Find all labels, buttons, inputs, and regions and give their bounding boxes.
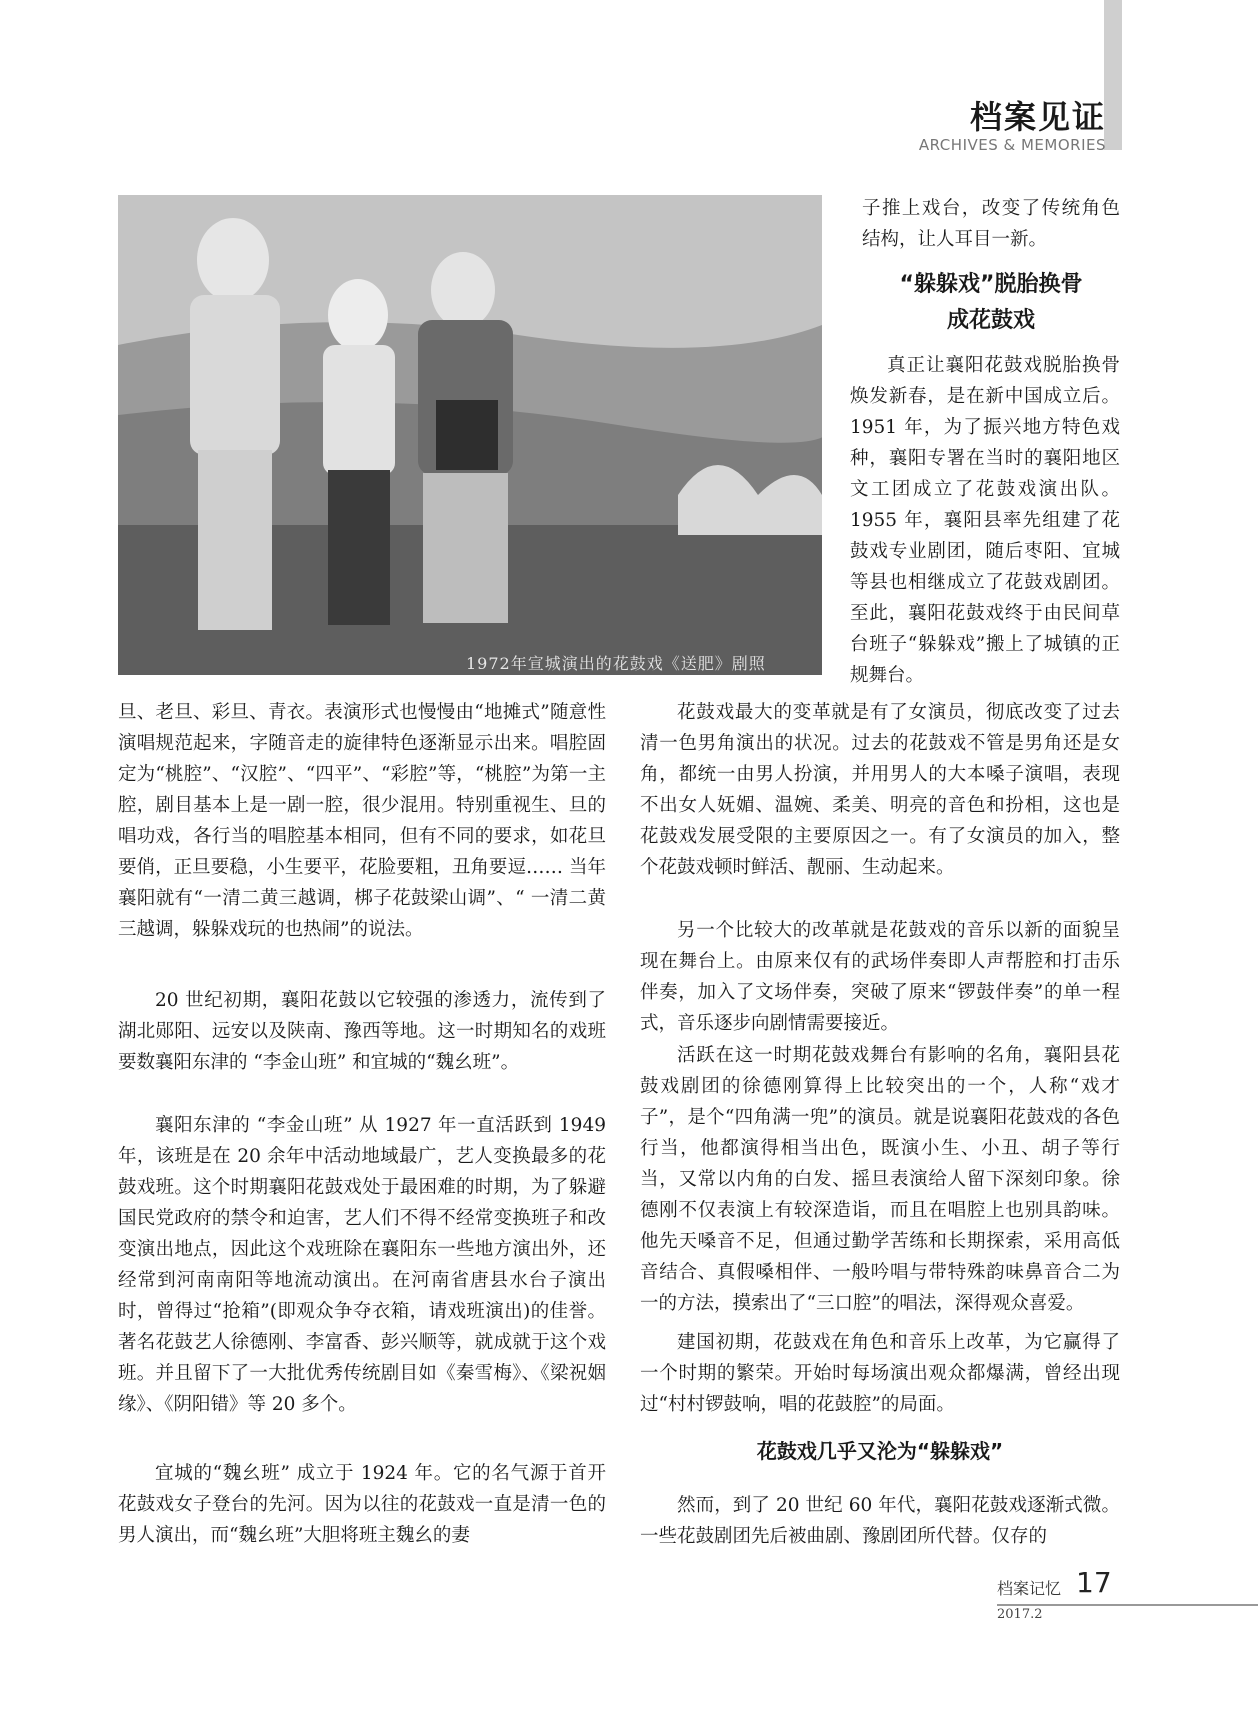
section-title: 档案见证 <box>969 98 1106 136</box>
paragraph: 另一个比较大的改革就是花鼓戏的音乐以新的面貌呈现在舞台上。由原来仅有的武场伴奏即人声帮腔和打击乐伴奏，加入了文场伴奏，突破了原来“锣鼓伴奏”的单一程式，音乐逐步向剧情需要接近。 <box>640 920 1120 1034</box>
section-heading-1-line1: “躲躲戏”脱胎换骨 <box>899 272 1083 297</box>
stage-photo-illustration <box>118 195 822 675</box>
footer-issue: 2017.2 <box>997 1607 1043 1622</box>
paragraph: 襄阳东津的 “李金山班” 从 1927 年一直活跃到 1949 年，该班是在 20 余年中活动地域最广，艺人变换最多的花鼓戏班。这个时期襄阳花鼓戏处于最困难的时期，为了躲避国民党政府的禁令和迫害，艺人们不得不经常变换班子和改变演出地点，因此这个戏班除在襄阳东一些地方演出外，还经常到河南南阳等地流动演出。在河南省唐县水台子演出时，曾得过“抢箱”(即观众争夺衣箱，请戏班演出)的佳誉。著名花鼓艺人徐德刚、李富香、彭兴顺等，就成就于这个戏班。并且留下了一大批优秀传统剧目如《秦雪梅》、《梁祝姻缘》、《阴阳错》等 20 多个。 <box>118 1115 606 1415</box>
paragraph: 20 世纪初期，襄阳花鼓以它较强的渗透力，流传到了湖北郧阳、远安以及陕南、豫西等地。这一时期知名的戏班要数襄阳东津的 “李金山班” 和宜城的“魏幺班”。 <box>118 990 606 1073</box>
section-heading-1-line2: 成花鼓戏 <box>946 308 1035 333</box>
section-heading-2: 花鼓戏几乎又沦为“躲躲戏” <box>756 1439 1004 1463</box>
paragraph: 真正让襄阳花鼓戏脱胎换骨焕发新春，是在新中国成立后。1951 年，为了振兴地方特色戏种，襄阳专署在当时的襄阳地区文工团成立了花鼓戏演出队。1955 年，襄阳县率先组建了花鼓戏专业剧团，随后枣阳、宜城等县也相继成立了花鼓戏剧团。至此，襄阳花鼓戏终于由民间草台班子“躲躲戏”搬上了城镇的正规舞台。 <box>850 355 1120 686</box>
footer-divider <box>997 1604 1258 1606</box>
paragraph: 宜城的“魏幺班” 成立于 1924 年。它的名气源于首开花鼓戏女子登台的先河。因为以往的花鼓戏一直是清一色的男人演出，而“魏幺班”大胆将班主魏幺的妻 <box>118 1463 606 1546</box>
header-accent-bar <box>1104 0 1122 150</box>
photo-caption: 1972年宣城演出的花鼓戏《送肥》剧照 <box>466 654 766 673</box>
footer-magazine-name: 档案记忆 <box>997 1579 1062 1598</box>
paragraph: 旦、老旦、彩旦、青衣。表演形式也慢慢由“地摊式”随意性演唱规范起来，字随音走的旋律特色逐渐显示出来。唱腔固定为“桃腔”、“汉腔”、“四平”、“彩腔”等，“桃腔”为第一主腔，剧目基本上是一剧一腔，很少混用。特别重视生、旦的唱功戏，各行当的唱腔基本相同，但有不同的要求，如花旦要俏，正旦要稳，小生要平，花脸要粗，丑角要逗…… 当年襄阳就有“一清二黄三越调，梆子花鼓梁山调”、“ 一清二黄三越调，躲躲戏玩的也热闹”的说法。 <box>118 702 606 940</box>
footer-page-number: 17 <box>1076 1566 1112 1599</box>
stage-photo <box>118 195 822 675</box>
paragraph: 活跃在这一时期花鼓戏舞台有影响的名角，襄阳县花鼓戏剧团的徐德刚算得上比较突出的一个，人称“戏才子”，是个“四角满一兜”的演员。就是说襄阳花鼓戏的各色行当，他都演得相当出色，既演小生、小丑、胡子等行当，又常以内角的白发、摇旦表演给人留下深刻印象。徐德刚不仅表演上有较深造诣，而且在唱腔上也别具韵味。他先天嗓音不足，但通过勤学苦练和长期探索，采用高低音结合、真假嗓相伴、一般吟唱与带特殊韵味鼻音合二为一的方法，摸索出了“三口腔”的唱法，深得观众喜爱。 <box>640 1045 1120 1314</box>
paragraph: 然而，到了 20 世纪 60 年代，襄阳花鼓戏逐渐式微。一些花鼓剧团先后被曲剧、豫剧团所代替。仅存的 <box>640 1495 1120 1547</box>
section-subtitle: ARCHIVES & MEMORIES <box>918 136 1106 154</box>
paragraph: 建国初期，花鼓戏在角色和音乐上改革，为它赢得了一个时期的繁荣。开始时每场演出观众都爆满，曾经出现过“村村锣鼓响，唱的花鼓腔”的局面。 <box>640 1332 1120 1415</box>
paragraph: 花鼓戏最大的变革就是有了女演员，彻底改变了过去清一色男角演出的状况。过去的花鼓戏不管是男角还是女角，都统一由男人扮演，并用男人的大本嗓子演唱，表现不出女人妩媚、温婉、柔美、明亮的音色和扮相，这也是花鼓戏发展受限的主要原因之一。有了女演员的加入，整个花鼓戏顿时鲜活、靓丽、生动起来。 <box>640 702 1120 878</box>
continuation-paragraph: 子推上戏台，改变了传统角色结构，让人耳目一新。 <box>862 198 1120 250</box>
